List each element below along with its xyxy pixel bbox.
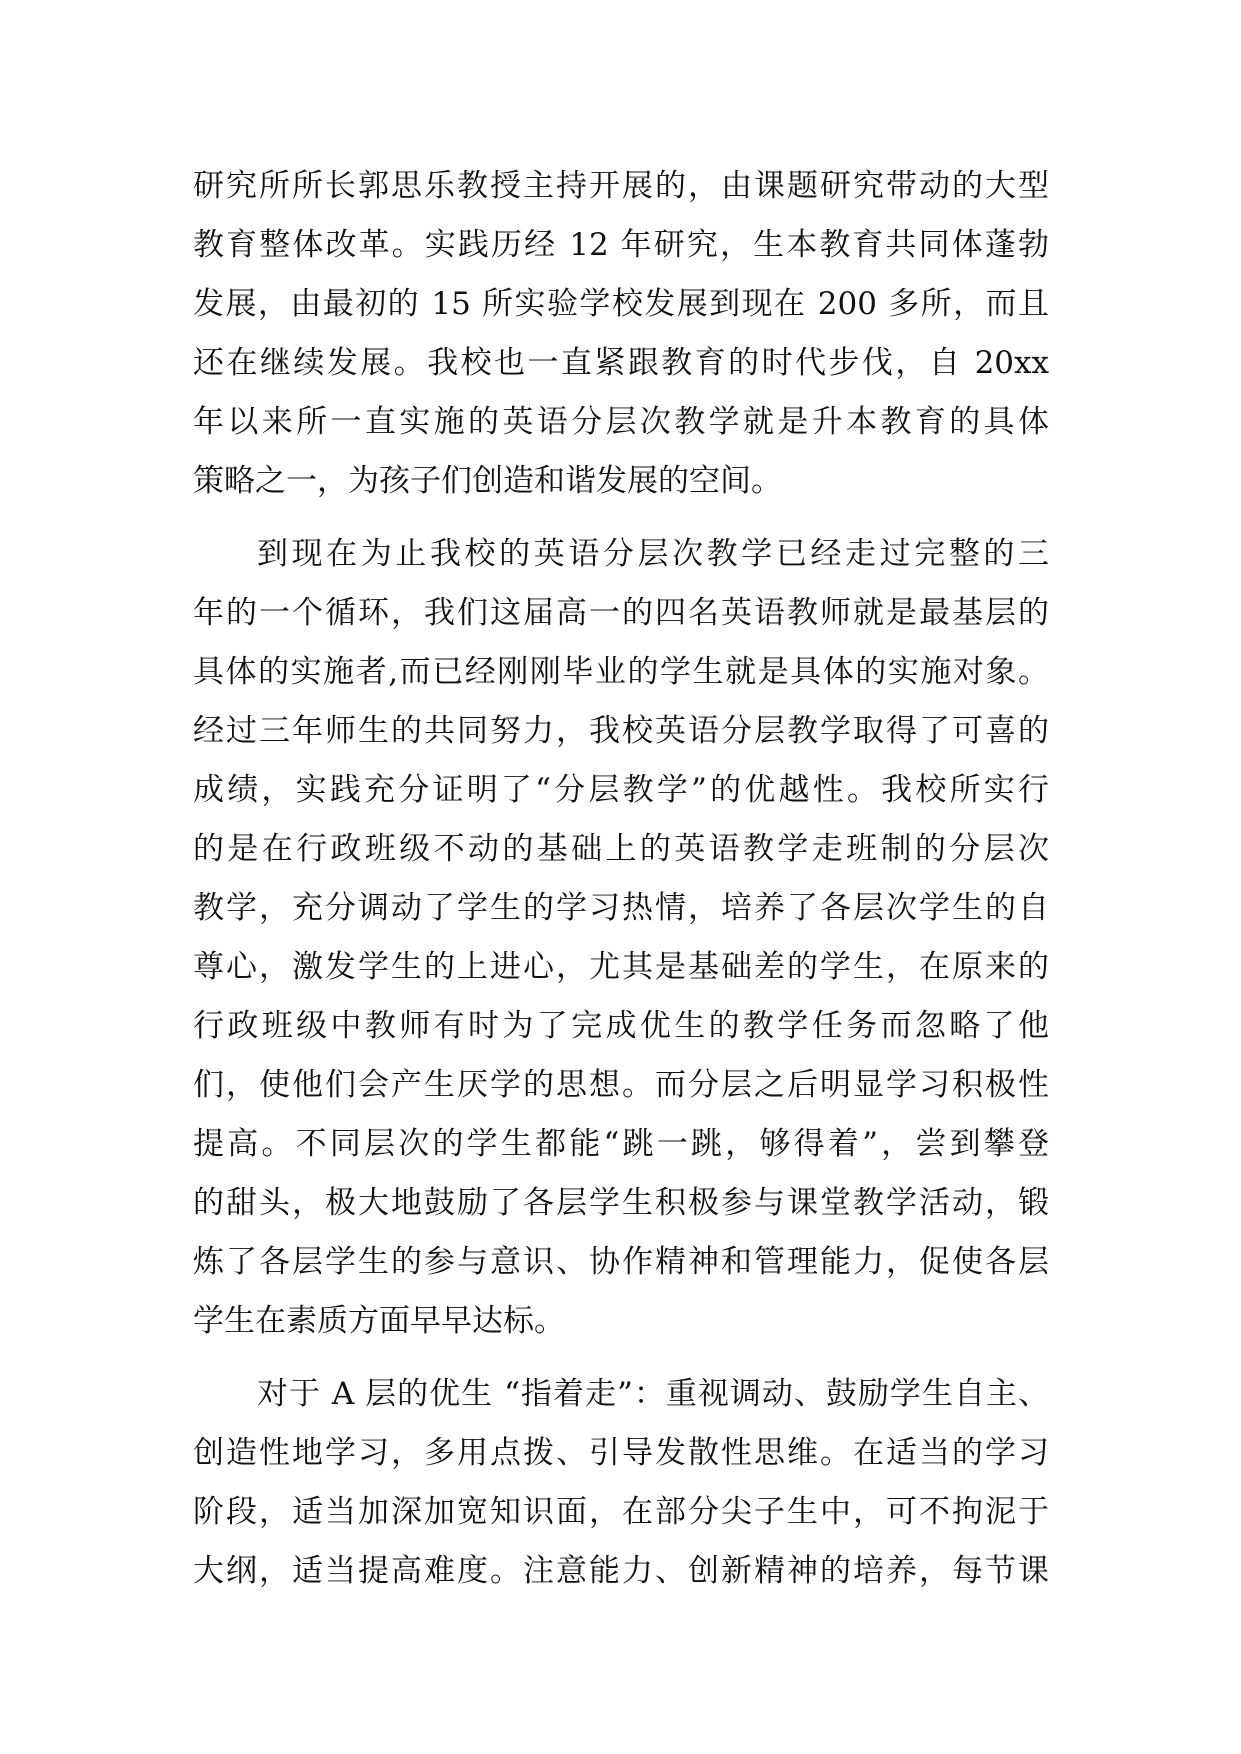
text-line: 到现在为止我校的英语分层次教学已经走过完整的三 bbox=[257, 536, 1049, 572]
paragraph-1 bbox=[193, 157, 1049, 511]
text-line: 经过三年师生的共同努力，我校英语分层教学取得了可喜的 bbox=[193, 713, 1049, 749]
paragraph-2 bbox=[193, 525, 1049, 1351]
text-line: 具体的实施者,而已经刚刚毕业的学生就是具体的实施对象。 bbox=[193, 654, 1049, 690]
text-line: 发展，由最初的 15 所实验学校发展到现在 200 多所，而且 bbox=[193, 286, 1049, 322]
text-line: 尊心，激发学生的上进心，尤其是基础差的学生，在原来的 bbox=[193, 949, 1049, 985]
text-line: 对于 A 层的优生 “指着走”：重视调动、鼓励学生自主、 bbox=[257, 1376, 1049, 1412]
text-line: 还在继续发展。我校也一直紧跟教育的时代步伐，自 20xx bbox=[193, 345, 1049, 381]
text-line: 成绩，实践充分证明了“分层教学”的优越性。我校所实行 bbox=[193, 772, 1049, 808]
paragraph-3 bbox=[193, 1365, 1049, 1601]
text-line: 行政班级中教师有时为了完成优生的教学任务而忽略了他 bbox=[193, 1008, 1049, 1044]
text-line: 策略之一，为孩子们创造和谐发展的空间。 bbox=[193, 463, 782, 499]
text-line: 研究所所长郭思乐教授主持开展的，由课题研究带动的大型 bbox=[193, 168, 1049, 204]
paragraph-spacer bbox=[193, 1351, 1049, 1365]
text-line: 学生在素质方面早早达标。 bbox=[193, 1303, 565, 1339]
text-line: 阶段，适当加深加宽知识面，在部分尖子生中，可不拘泥于 bbox=[193, 1494, 1049, 1530]
document-body bbox=[193, 157, 1049, 1601]
text-line: 创造性地学习，多用点拨、引导发散性思维。在适当的学习 bbox=[193, 1435, 1049, 1471]
text-line: 大纲，适当提高难度。注意能力、创新精神的培养，每节课 bbox=[193, 1553, 1049, 1589]
text-line: 炼了各层学生的参与意识、协作精神和管理能力，促使各层 bbox=[193, 1244, 1049, 1280]
text-line: 年以来所一直实施的英语分层次教学就是升本教育的具体 bbox=[193, 404, 1049, 440]
text-line: 提高。不同层次的学生都能“跳一跳，够得着”，尝到攀登 bbox=[193, 1126, 1049, 1162]
text-line: 们，使他们会产生厌学的思想。而分层之后明显学习积极性 bbox=[193, 1067, 1049, 1103]
text-line: 的甜头，极大地鼓励了各层学生积极参与课堂教学活动，锻 bbox=[193, 1185, 1049, 1221]
text-line: 教学，充分调动了学生的学习热情，培养了各层次学生的自 bbox=[193, 890, 1049, 926]
paragraph-spacer bbox=[193, 511, 1049, 525]
text-line: 的是在行政班级不动的基础上的英语教学走班制的分层次 bbox=[193, 831, 1049, 867]
text-line: 年的一个循环，我们这届高一的四名英语教师就是最基层的 bbox=[193, 595, 1049, 631]
text-line: 教育整体改革。实践历经 12 年研究，生本教育共同体蓬勃 bbox=[193, 227, 1049, 263]
